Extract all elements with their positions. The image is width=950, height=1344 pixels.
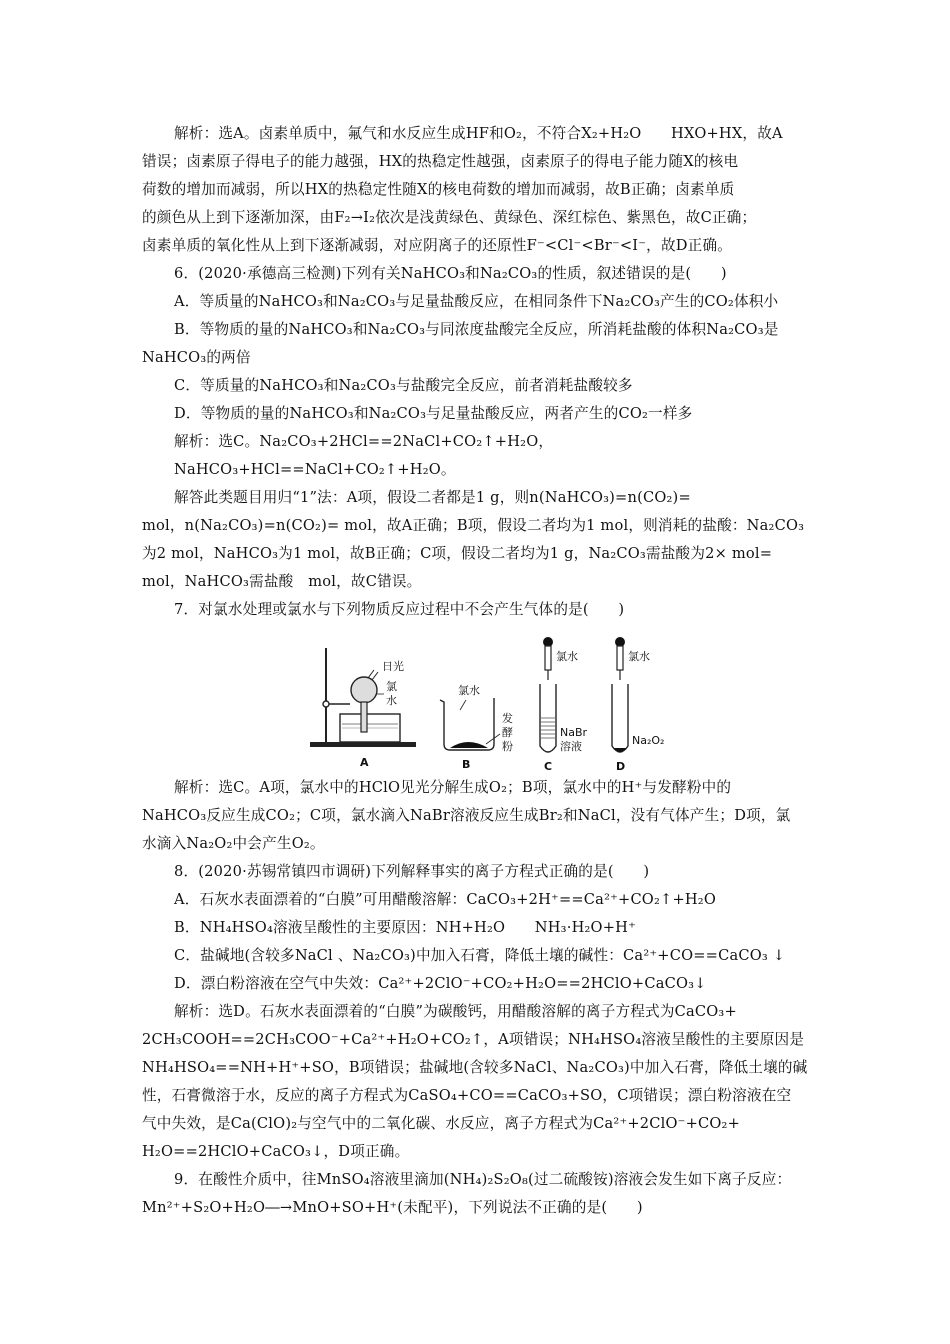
option-b: B．NH₄HSO₄溶液呈酸性的主要原因：NH+H₂O NH₃·H₂O+H⁺ [174, 919, 636, 936]
text-line: 气中失效，是Ca(ClO)₂与空气中的二氧化碳、水反应，离子方程式为Ca²⁺+2ClO⁻+CO₂+ [142, 1115, 741, 1132]
text-line: H₂O==2HClO+CaCO₃↓，D项正确。 [142, 1143, 410, 1160]
text-line: 水滴入Na₂O₂中会产生O₂。 [142, 835, 325, 852]
text-line: 解析：选C。A项，氯水中的HClO见光分解生成O₂；B项，氯水中的H⁺与发酵粉中的 [174, 779, 732, 796]
question-7: 7．对氯水处理或氯水与下列物质反应过程中不会产生气体的是( ) [174, 601, 625, 618]
caption-b: B [462, 758, 471, 771]
text-line: NaHCO₃反应生成CO₂；C项，氯水滴入NaBr溶液反应生成Br₂和NaCl，没有气体产生；D项，氯 [142, 807, 791, 824]
option-c: C．盐碱地(含较多NaCl 、Na₂CO₃)中加入石膏，降低土壤的碱性：Ca²⁺+CO==CaCO₃ ↓ [174, 947, 786, 964]
caption-d: D [616, 760, 626, 773]
label-chlorine-water: 氯水 [556, 650, 578, 663]
caption-c: C [544, 760, 553, 773]
text-line: 解析：选D。石灰水表面漂着的“白膜”为碳酸钙，用醋酸溶解的离子方程式为CaCO₃+ [174, 1003, 737, 1020]
text-line: 的颜色从上到下逐渐加深，由F₂→I₂依次是浅黄绿色、黄绿色、深红棕色、紫黑色，故C正确； [142, 209, 757, 226]
question-8: 8．(2020·苏锡常镇四市调研)下列解释事实的离子方程式正确的是( ) [174, 863, 650, 880]
label-chlorine-water: 水 [386, 694, 397, 707]
caption-a: A [360, 756, 369, 769]
text-line: 解析：选C。Na₂CO₃+2HCl==2NaCl+CO₂↑+H₂O， [174, 433, 554, 450]
label-baking-powder: 粉 [502, 740, 513, 753]
text-line: 卤素单质的氧化性从上到下逐渐减弱，对应阴离子的还原性F⁻<Cl⁻<Br⁻<I⁻，故D正确。 [142, 237, 733, 254]
label-baking-powder: 发 [502, 712, 513, 725]
option-c: C．等质量的NaHCO₃和Na₂CO₃与盐酸完全反应，前者消耗盐酸较多 [174, 377, 633, 394]
text-line: mol，n(Na₂CO₃)=n(CO₂)= mol，故A正确；B项，假设二者均为1 mol，则消耗的盐酸：Na₂CO₃ [142, 517, 805, 534]
label-nabr: NaBr [560, 726, 588, 739]
text-line: NH₄HSO₄==NH+H⁺+SO，B项错误；盐碱地(含较多NaCl、Na₂CO₃)中加入石膏，降低土壤的碱 [142, 1059, 808, 1076]
text-line: 荷数的增加而减弱，所以HX的热稳定性随X的核电荷数的增加而减弱，故B正确；卤素单质 [142, 181, 735, 198]
text-line: 性，石膏微溶于水，反应的离子方程式为CaSO₄+CO==CaCO₃+SO，C项错误；漂白粉溶液在空 [142, 1087, 792, 1104]
label-baking-powder: 酵 [502, 726, 513, 739]
apparatus-d [612, 637, 664, 773]
option-a: A．等质量的NaHCO₃和Na₂CO₃与足量盐酸反应，在相同条件下Na₂CO₃产生的CO₂体积小 [174, 293, 779, 310]
apparatus-a [310, 648, 416, 769]
text-line: 解析：选A。卤素单质中，氟气和水反应生成HF和O₂，不符合X₂+H₂O HXO+HX，故A [174, 125, 783, 142]
text-line: 错误；卤素原子得电子的能力越强，HX的热稳定性越强，卤素原子的得电子能力随X的核电 [142, 153, 739, 170]
label-chlorine-water: 氯水 [458, 684, 480, 697]
label-na2o2: Na₂O₂ [632, 734, 665, 747]
experiment-figure [290, 636, 670, 776]
text-line: Mn²⁺+S₂O+H₂O―→MnO+SO+H⁺(未配平)，下列说法不正确的是( ) [142, 1199, 643, 1216]
question-9: 9．在酸性介质中，往MnSO₄溶液里滴加(NH₄)₂S₂O₈(过二硫酸铵)溶液会发生如下离子反应： [174, 1171, 792, 1188]
option-d: D．等物质的量的NaHCO₃和Na₂CO₃与足量盐酸反应，两者产生的CO₂一样多 [174, 405, 693, 422]
text-line: 2CH₃COOH==2CH₃COO⁻+Ca²⁺+H₂O+CO₂↑，A项错误；NH₄HSO₄溶液呈酸性的主要原因是 [142, 1031, 805, 1048]
option-d: D．漂白粉溶液在空气中失效：Ca²⁺+2ClO⁻+CO₂+H₂O==2HClO+CaCO₃↓ [174, 975, 707, 992]
apparatus-b [440, 683, 513, 771]
label-chlorine-water: 氯 [386, 680, 397, 693]
label-sunlight: 日光 [382, 660, 404, 673]
text-line: 解答此类题目用归“1”法：A项，假设二者都是1 g，则n(NaHCO₃)=n(CO₂)= [174, 489, 691, 506]
label-solution: 溶液 [560, 740, 582, 753]
option-b: B．等物质的量的NaHCO₃和Na₂CO₃与同浓度盐酸完全反应，所消耗盐酸的体积Na₂CO₃是 [174, 321, 779, 338]
question-6: 6．(2020·承德高三检测)下列有关NaHCO₃和Na₂CO₃的性质，叙述错误的是( ) [174, 265, 727, 282]
text-line: NaHCO₃的两倍 [142, 349, 251, 366]
label-chlorine-water: 氯水 [628, 650, 650, 663]
text-line: 为2 mol，NaHCO₃为1 mol，故B正确；C项，假设二者均为1 g，Na₂CO₃需盐酸为2× mol= [142, 545, 773, 562]
text-line: NaHCO₃+HCl==NaCl+CO₂↑+H₂O。 [174, 461, 456, 478]
apparatus-c [540, 637, 588, 773]
text-line: mol，NaHCO₃需盐酸 mol，故C错误。 [142, 573, 422, 590]
option-a: A．石灰水表面漂着的“白膜”可用醋酸溶解：CaCO₃+2H⁺==Ca²⁺+CO₂↑+H₂O [174, 891, 717, 908]
